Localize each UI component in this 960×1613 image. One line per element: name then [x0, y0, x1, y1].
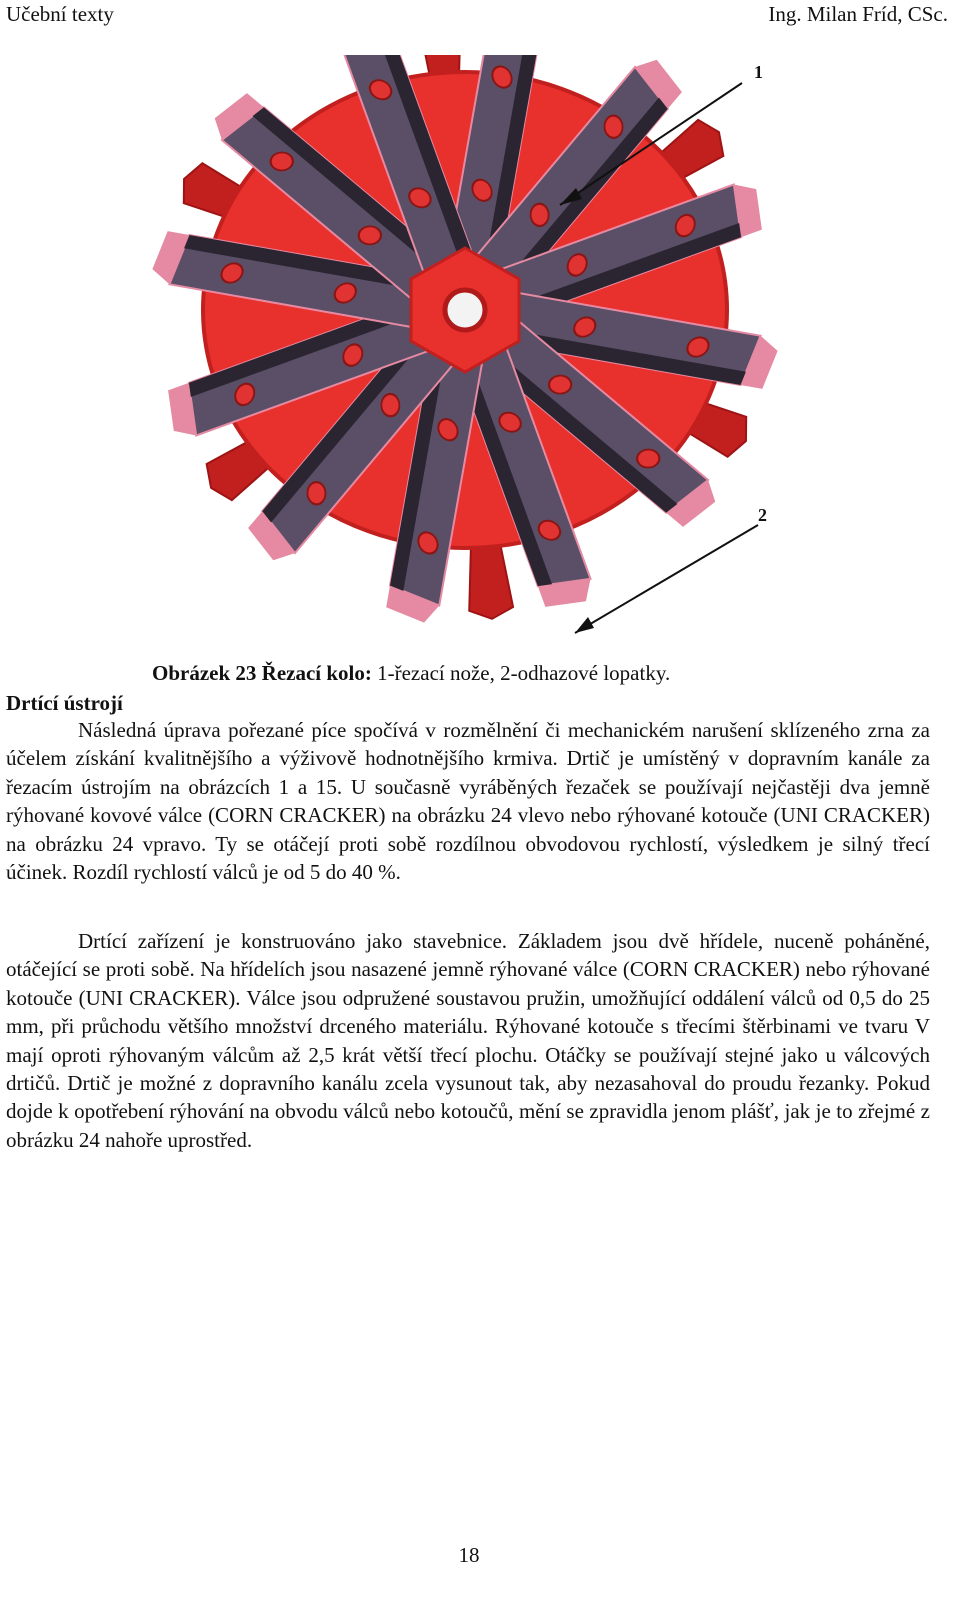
header-left-title: Učební texty [6, 2, 114, 26]
arrowhead-2 [575, 617, 594, 633]
page-header [0, 0, 960, 32]
cutting-wheel-illustration [130, 55, 820, 655]
callout-label-1: 1 [754, 62, 763, 82]
page-number: 18 [458, 1543, 480, 1567]
caption-label: Obrázek 23 Řezací kolo: [152, 661, 372, 685]
callout-arrow-2 [575, 525, 758, 633]
figure-caption [152, 660, 670, 686]
caption-text: 1-řezací nože, 2-odhazové lopatky. [371, 661, 671, 685]
hub-bore [445, 290, 485, 330]
section-heading: Drtící ústrojí [6, 691, 123, 715]
body-text-2 [6, 927, 930, 1154]
callout-label-2: 2 [758, 505, 767, 525]
header-author: Ing. Milan Fríd, CSc. [768, 2, 948, 26]
paragraph-2: Drtící zařízení je konstruováno jako stavebnice. Základem jsou dvě hřídele, nuceně poháněné, otáčející se proti sobě. Na hřídelích jsou nasazené jemně rýhované válce (CORN CRACKER) nebo rýhované kotouče (UNI CRACKER). Válce jsou odpružené soustavou pružin, umožňující oddálení válců od 0,5 do 25 mm, při průchodu většího množství drceného materiálu. Rýhované kotouče s třecími štěrbinami ve tvaru V mají oproti rýhovaným válcům až 2,5 krát větší třecí plochu. Otáčky se používají stejné jako u válcových drtičů. Drtič je možné z dopravního kanálu zcela vysunout tak, aby nezasahoval do proudu řezanky. Pokud dojde k opotřebení rýhování na obvodu válců nebo kotoučů, mění se zpravidla jenom plášť, jak je to zřejmé z obrázku 24 nahoře uprostřed. [6, 929, 930, 1152]
cutting-wheel-figure [130, 55, 820, 655]
paragraph-1: Následná úprava pořezané píce spočívá v rozmělnění či mechanickém narušení sklízeného zrna za účelem získání kvalitnějšího a výživově hodnotnějšího krmiva. Drtič je umístěný v dopravním kanále za řezacím ústrojím na obrázcích 1 a 15. U současně vyráběných řezaček se používají nejčastěji dva jemně rýhované kovové válce (CORN CRACKER) na obrázku 24 vlevo nebo rýhované kotouče (UNI CRACKER) na obrázku 24 vpravo. Ty se otáčejí proti sobě rozdílnou obvodovou rychlostí, výsledkem je silný třecí účinek. Rozdíl rychlostí válců je od 5 do 40 %. [6, 718, 930, 885]
body-text-1 [6, 716, 930, 886]
